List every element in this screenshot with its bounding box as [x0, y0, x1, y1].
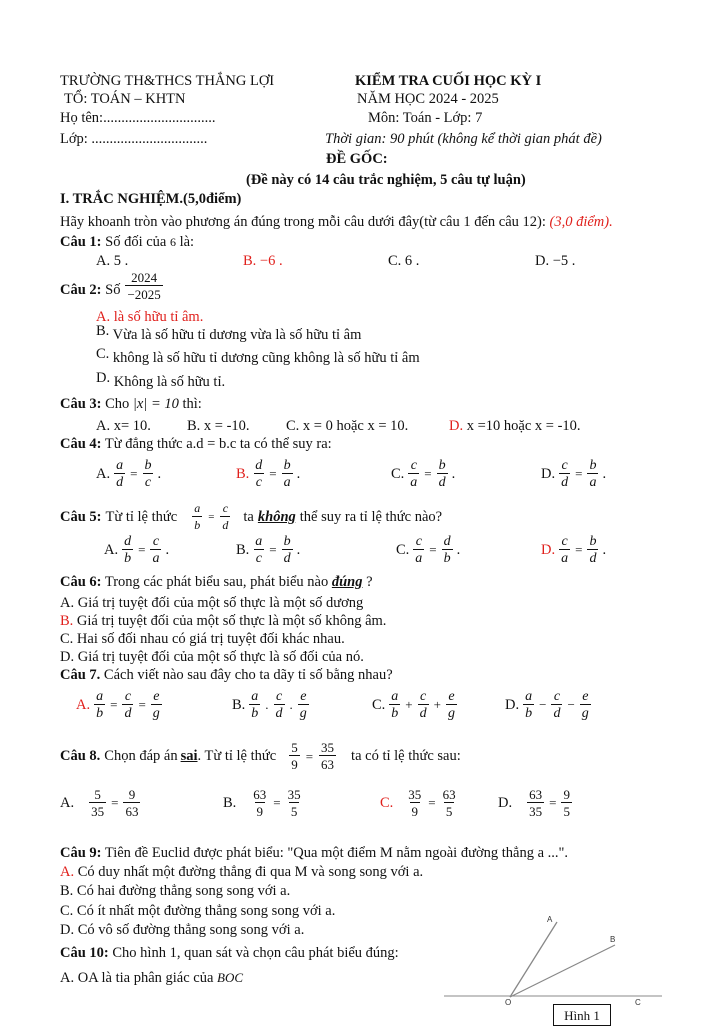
option-text: A. OA là tia phân giác của [60, 970, 214, 986]
angle-name: BOC [217, 970, 244, 985]
fraction-numerator: a [194, 501, 201, 515]
fraction-numerator: 9 [128, 787, 136, 802]
fraction-denominator: 63 [321, 757, 335, 772]
point-b-label: B [610, 935, 616, 944]
fraction-denominator: b [391, 706, 399, 721]
fraction-denominator: 9 [291, 757, 298, 772]
q6-option-d[interactable]: D. Giá trị tuyệt đối của một số thực là số đối của nó. [60, 649, 364, 665]
fraction-denominator: a [415, 551, 423, 566]
question-1 [60, 234, 194, 251]
fraction-denominator: c [255, 475, 262, 490]
question-label: Câu 1: [60, 234, 102, 250]
option-letter: D. [498, 794, 513, 811]
fraction-numerator: e [153, 689, 160, 704]
fraction-denominator: c [144, 475, 152, 490]
fraction-denominator: d [222, 518, 229, 532]
question-text: . Từ tỉ lệ thức [197, 747, 277, 764]
q6-option-b-text: B. Giá trị tuyệt đối của một số thực là một số không âm. [60, 613, 387, 629]
fraction-denominator: 35 [91, 804, 105, 819]
q8-option-b[interactable]: B. $\frac{63}{9}$ = $\frac{35}{5}$ [223, 787, 301, 819]
q5-option-d[interactable]: D. $\frac{c}{a}$ = $\frac{b}{d}$ . [541, 534, 607, 566]
q4-option-d[interactable]: D. $\frac{c}{d}$ = $\frac{b}{a}$ . [541, 458, 607, 490]
instruction-points: (3,0 điểm). [549, 214, 613, 230]
fraction-numerator: d [255, 458, 263, 473]
question-text: Từ đẳng thức a.d = b.c ta có thể suy ra: [104, 436, 332, 452]
fraction-numerator: c [275, 689, 283, 704]
question-label: Câu 5: [60, 508, 102, 525]
fraction-numerator: c [124, 689, 132, 704]
option-letter: C. [396, 541, 410, 558]
question-6 [60, 574, 373, 591]
q6-option-c[interactable]: C. Hai số đối nhau có giá trị tuyệt đối khác nhau. [60, 631, 345, 647]
q5-option-c[interactable]: C. $\frac{c}{a}$ = $\frac{d}{b}$ . [396, 534, 461, 566]
point-o-label: O [505, 998, 512, 1007]
fraction-numerator: d [443, 534, 451, 549]
option-letter: D. [541, 465, 556, 482]
q6-option-a[interactable]: A. Giá trị tuyệt đối của một số thực là một số dương [60, 595, 364, 611]
fraction-numerator: 35 [408, 787, 422, 802]
question-text: ta [243, 508, 254, 525]
fraction-numerator: c [553, 689, 561, 704]
exam-time: Thời gian: 90 phút (không kể thời gian phát đề) [325, 131, 602, 147]
question-label: Câu 4: [60, 436, 102, 452]
fraction-numerator: b [438, 458, 446, 473]
emphasis-dung: đúng [331, 574, 363, 590]
fraction-numerator: 5 [94, 787, 101, 802]
fraction-denominator: 5 [290, 804, 298, 819]
fraction-denominator: 5 [563, 804, 570, 819]
fraction-numerator: a [391, 689, 399, 704]
figure-label: Hình 1 [553, 1004, 611, 1026]
q10-option-a[interactable] [60, 969, 243, 987]
fraction-denominator: d [116, 475, 124, 490]
option-letter: D. [449, 418, 464, 434]
fraction-denominator: b [251, 706, 259, 721]
fraction-numerator: a [251, 689, 259, 704]
fraction-denominator: d [553, 706, 561, 721]
fraction-denominator: g [581, 706, 589, 721]
fraction-numerator: 63 [529, 787, 543, 802]
fraction-denominator: g [299, 706, 307, 721]
exam-title: KIỂM TRA CUỐI HỌC KỲ I [355, 73, 542, 89]
fraction-denominator: a [410, 475, 418, 490]
point-a-label: A [547, 915, 553, 924]
question-text: Từ tỉ lệ thức [105, 508, 178, 525]
fraction-numerator: 5 [291, 740, 298, 755]
option-text: không là số hữu tỉ dương cũng không là số hữu tỉ âm [112, 350, 420, 366]
q5-option-a[interactable]: A. $\frac{d}{b}$ = $\frac{c}{a}$ . [104, 534, 170, 566]
fraction-numerator: 63 [253, 787, 267, 802]
question-text: Cho hình 1, quan sát và chọn câu phát biểu đúng: [112, 945, 399, 961]
fraction-numerator: c [561, 458, 568, 473]
option-letter: B. [232, 696, 246, 713]
fraction-numerator: a [255, 534, 263, 549]
fraction-denominator: g [152, 706, 160, 721]
q2-option-a[interactable]: A. là số hữu tỉ âm. [96, 309, 204, 325]
fraction-denominator: a [561, 551, 569, 566]
fraction-numerator: 9 [563, 787, 570, 802]
fraction-denominator: a [589, 475, 597, 490]
option-letter: D. [96, 370, 111, 386]
fraction-numerator: b [144, 458, 152, 473]
q3-option-c[interactable]: C. x = 0 hoặc x = 10. [286, 418, 409, 434]
option-letter: A. [104, 541, 119, 558]
question-text: thể suy ra tỉ lệ thức nào? [299, 508, 443, 525]
fraction-denominator: d [419, 706, 427, 721]
fraction-denominator: a [283, 475, 291, 490]
q4-option-b[interactable]: B. $\frac{d}{c}$ = $\frac{b}{a}$ . [236, 458, 301, 490]
fraction-denominator: b [525, 706, 533, 721]
question-text: Trong các phát biểu sau, phát biểu nào [104, 574, 329, 590]
fraction-denominator: −2025 [127, 287, 161, 302]
question-label: Câu 9: [60, 845, 102, 861]
q8-option-d[interactable]: D. $\frac{63}{35}$ = $\frac{9}{5}$ [498, 787, 570, 819]
q1-option-a[interactable]: A. 5 . [96, 253, 129, 269]
department: TỔ: TOÁN – KHTN [64, 91, 186, 107]
question-label: Câu 6: [60, 574, 102, 590]
fraction-denominator: 5 [445, 804, 453, 819]
question-text: ta có tỉ lệ thức sau: [351, 747, 461, 764]
option-letter: A. [60, 864, 75, 880]
fraction-numerator: b [589, 534, 597, 549]
fraction-denominator: 9 [411, 804, 419, 819]
question-text: Số [105, 281, 121, 298]
option-letter: C. [380, 794, 394, 811]
question-text: Cho [105, 396, 130, 412]
q2-fraction [125, 270, 162, 302]
q1-option-d[interactable]: D. −5 . [535, 253, 576, 269]
fraction-denominator: b [443, 551, 451, 566]
question-label: Câu 2: [60, 281, 102, 298]
fraction-numerator: b [589, 458, 597, 473]
fraction-numerator: 35 [321, 740, 335, 755]
option-text: Vừa là số hữu tỉ dương vừa là số hữu tỉ âm [112, 327, 362, 343]
point-c-label: C [635, 998, 641, 1007]
school-year: NĂM HỌC 2024 - 2025 [357, 91, 499, 107]
fraction-denominator: 9 [256, 804, 264, 819]
option-letter: B. [236, 465, 250, 482]
figure-1-diagram [430, 905, 670, 1015]
fraction-numerator: c [222, 501, 229, 515]
question-text: Tiên đề Euclid được phát biểu: "Qua một điểm M nằm ngoài đường thẳng a ...". [104, 845, 569, 861]
school-name: TRƯỜNG TH&THCS THẮNG LỢI [60, 73, 275, 89]
fraction-numerator: e [300, 689, 307, 704]
question-label: Câu 7. [60, 667, 101, 683]
question-label: Câu 3: [60, 396, 102, 412]
fraction-denominator: b [194, 518, 201, 532]
option-letter: D. [505, 696, 520, 713]
fraction-numerator: c [410, 458, 417, 473]
de-goc-label: ĐỀ GỐC: [326, 151, 388, 167]
question-text: Chọn đáp án [104, 747, 178, 764]
q8-option-c[interactable]: C. $\frac{35}{9}$ = $\frac{63}{5}$ [380, 787, 456, 819]
fraction-denominator: b [96, 706, 104, 721]
option-letter: B. [96, 323, 110, 339]
q7-option-a[interactable]: A. $\frac{a}{b}$ = $\frac{c}{d}$ = $\frac{e}{g}$ [76, 689, 160, 721]
q9-option-a-text: A. Có duy nhất một đường thẳng đi qua M và song song với a. [60, 864, 424, 880]
question-4 [60, 436, 332, 453]
question-text: Số đối của [105, 234, 167, 250]
fraction-denominator: c [255, 551, 262, 566]
option-letter: A. [60, 794, 75, 811]
fraction-numerator: b [283, 458, 291, 473]
question-text: Cách viết nào sau đây cho ta dãy tỉ số bằng nhau? [103, 667, 393, 683]
question-2 [60, 270, 164, 302]
emphasis-sai: sai [180, 747, 198, 764]
q2-option-d[interactable] [96, 370, 226, 391]
emphasis-khong: không [257, 508, 296, 525]
q2-option-c[interactable] [96, 346, 420, 367]
option-letter: B. [223, 794, 237, 811]
q3-option-d[interactable] [449, 418, 581, 435]
question-number: 6 [169, 235, 176, 249]
fraction-numerator: c [415, 534, 422, 549]
fraction-numerator: 35 [287, 787, 301, 802]
option-letter: B. [236, 541, 250, 558]
question-label: Câu 10: [60, 945, 109, 961]
exam-note: (Đề này có 14 câu trắc nghiệm, 5 câu tự luận) [246, 172, 526, 188]
question-3 [60, 396, 202, 413]
fraction-numerator: b [283, 534, 291, 549]
fraction-numerator: a [116, 458, 124, 473]
fraction-denominator: d [275, 706, 283, 721]
fraction-numerator: 2024 [131, 270, 158, 285]
question-7 [60, 667, 393, 684]
option-letter: A. [76, 696, 91, 713]
q3-option-a[interactable]: A. x= 10. [96, 418, 151, 434]
q5-option-b[interactable]: B. $\frac{a}{c}$ = $\frac{b}{d}$ . [236, 534, 301, 566]
option-letter: C. [391, 465, 405, 482]
question-8: Câu 8. Chọn đáp án sai . Từ tỉ lệ thức $\frac{5}{9}$ = $\frac{35}{63}$ ta có tỉ lệ thức sau: [60, 740, 461, 772]
q3-option-b[interactable]: B. x = -10. [187, 418, 250, 434]
q4-option-c[interactable]: C. $\frac{c}{a}$ = $\frac{b}{d}$ . [391, 458, 456, 490]
question-label: Câu 8. [60, 747, 101, 764]
fraction-denominator: g [447, 706, 455, 721]
option-letter: C. [96, 346, 110, 362]
fraction-denominator: d [438, 475, 446, 490]
q9-option-c[interactable]: C. Có ít nhất một đường thẳng song song với a. [60, 903, 336, 919]
question-equation: |x| = 10 [132, 396, 179, 412]
option-letter: D. [541, 541, 556, 558]
q1-option-b[interactable]: B. −6 . [243, 253, 283, 269]
fraction-denominator: d [283, 551, 291, 566]
fraction-denominator: 63 [125, 804, 139, 819]
q9-option-b[interactable]: B. Có hai đường thẳng song song với a. [60, 883, 291, 899]
fraction-denominator: d [124, 706, 132, 721]
option-letter: B. [60, 613, 74, 629]
fraction-numerator: a [96, 689, 104, 704]
fraction-numerator: e [582, 689, 589, 704]
question-5: Câu 5: Từ tỉ lệ thức $\frac{a}{b}$ = $\frac{c}{d}$ ta không thể suy ra tỉ lệ thức nào? [60, 501, 443, 532]
fraction-numerator: c [420, 689, 427, 704]
q7-option-c[interactable]: C. $\frac{a}{b}$ + $\frac{c}{d}$ + $\frac{e}{g}$ [372, 689, 455, 721]
student-class-field: Lớp: ................................ [60, 131, 208, 147]
fraction-numerator: e [448, 689, 455, 704]
student-name-field: Họ tên:............................... [60, 110, 216, 126]
fraction-denominator: b [124, 551, 132, 566]
question-9 [60, 845, 568, 862]
subject: Môn: Toán - Lớp: 7 [368, 110, 483, 126]
fraction-denominator: d [561, 475, 569, 490]
fraction-denominator: a [152, 551, 160, 566]
q1-option-c[interactable]: C. 6 . [388, 253, 420, 269]
fraction-denominator: 35 [529, 804, 543, 819]
question-tail: thì: [182, 396, 202, 412]
q8-option-a[interactable]: A. $\frac{5}{35}$ = $\frac{9}{63}$ [60, 787, 139, 819]
q2-option-b[interactable] [96, 323, 362, 344]
q7-option-b[interactable]: B. $\frac{a}{b}$ . $\frac{c}{d}$ . $\frac{e}{g}$ [232, 689, 307, 721]
section-title: I. TRẮC NGHIỆM.(5,0điểm) [60, 191, 242, 207]
fraction-numerator: c [561, 534, 568, 549]
q4-option-a[interactable]: A. $\frac{a}{d}$ = $\frac{b}{c}$ . [96, 458, 162, 490]
question-10 [60, 945, 399, 962]
option-text: Không là số hữu tỉ. [113, 374, 226, 390]
fraction-numerator: c [152, 534, 160, 549]
fraction-denominator: d [589, 551, 597, 566]
instruction-text: Hãy khoanh tròn vào phương án đúng trong mỗi câu dưới đây(từ câu 1 đến câu 12): [60, 214, 546, 230]
q7-option-d[interactable]: D. $\frac{a}{b}$ − $\frac{c}{d}$ − $\frac{e}{g}$ [505, 689, 589, 721]
fraction-numerator: d [124, 534, 132, 549]
option-letter: C. [372, 696, 386, 713]
question-tail: là: [179, 234, 195, 250]
q9-option-d[interactable]: D. Có vô số đường thẳng song song với a. [60, 922, 305, 938]
section-instruction [60, 214, 613, 231]
question-tail: ? [366, 574, 373, 590]
fraction-numerator: 63 [442, 787, 456, 802]
option-text: x =10 hoặc x = -10. [466, 418, 581, 434]
option-letter: A. [96, 465, 111, 482]
fraction-numerator: a [525, 689, 533, 704]
